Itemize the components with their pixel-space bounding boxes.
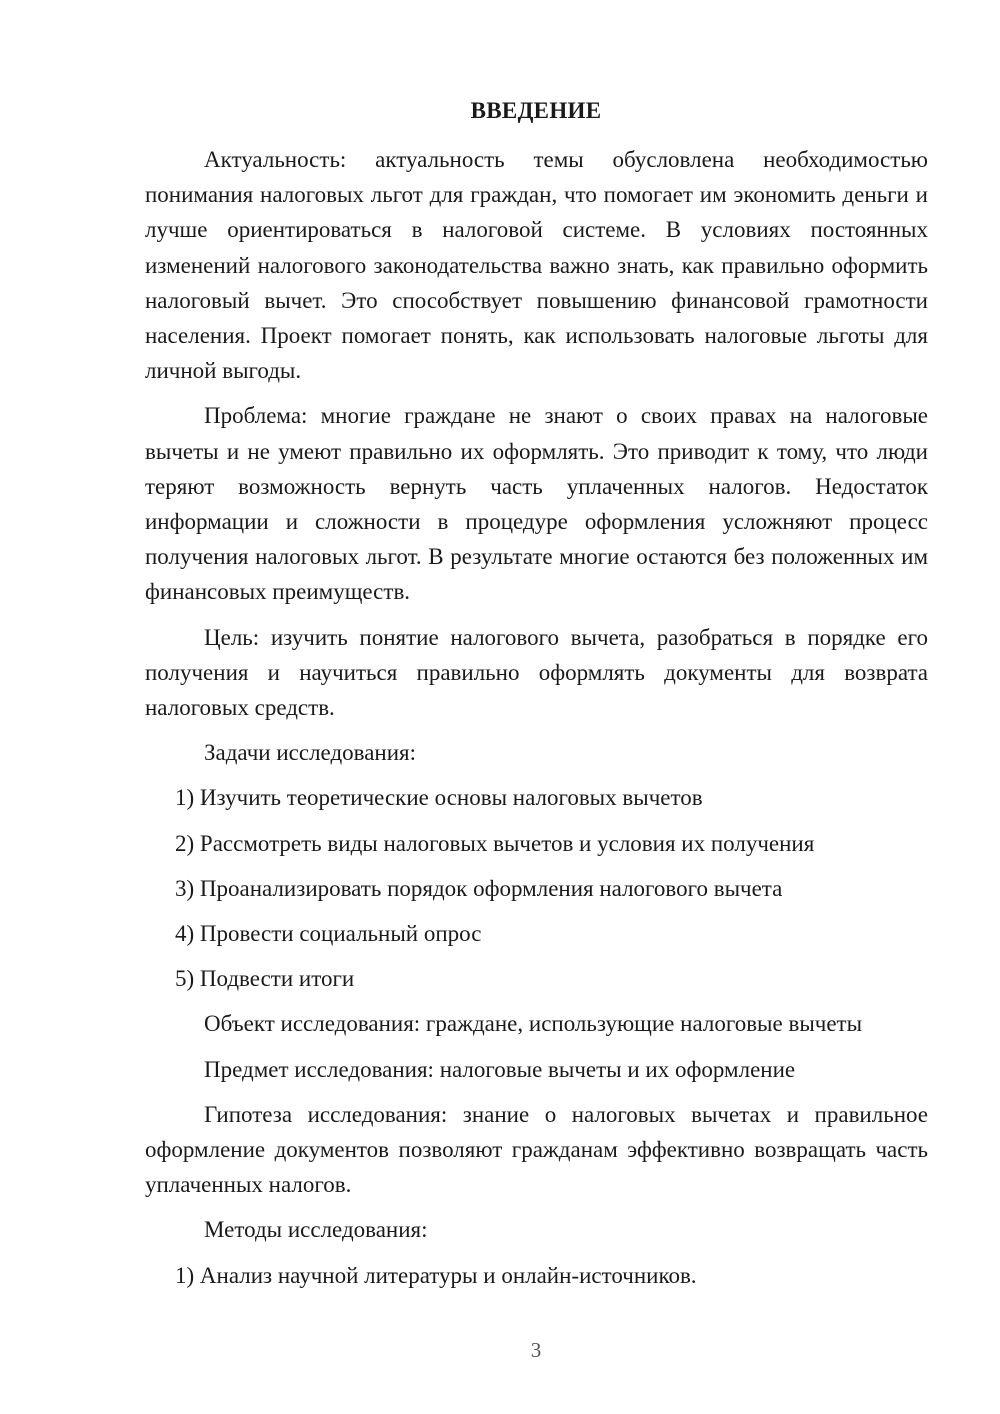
list-item: 5) Подвести итоги <box>175 966 355 992</box>
section-title: ВВЕДЕНИЕ <box>470 98 602 123</box>
document-body <box>145 142 928 1303</box>
list-item: 1) Изучить теоретические основы налоговых вычетов <box>175 785 703 811</box>
goal-paragraph: Цель: изучить понятие налогового вычета, разобраться в порядке его получения и научиться правильно оформлять документы для возврата налоговых средств. <box>145 624 928 721</box>
problem-paragraph: Проблема: многие граждане не знают о своих правах на налоговые вычеты и не умеют правильно их оформлять. Это приводит к тому, что люди теряют возможность вернуть часть уплаченных налогов. Недостаток информации и сложности в процедуре оформления усложняют процесс получения налоговых льгот. В результате многие остаются без положенных им финансовых преимуществ. <box>145 403 928 605</box>
list-item: 3) Проанализировать порядок оформления налогового вычета <box>175 875 783 901</box>
object-paragraph: Объект исследования: граждане, использующие налоговые вычеты <box>204 1011 863 1037</box>
list-item: 2) Рассмотреть виды налоговых вычетов и условия их получения <box>175 830 815 856</box>
tasks-list <box>145 780 928 996</box>
list-item: 4) Провести социальный опрос <box>175 921 482 947</box>
page-number: 3 <box>530 1338 542 1362</box>
list-item: 1) Анализ научной литературы и онлайн-источников. <box>175 1262 697 1288</box>
tasks-heading: Задачи исследования: <box>204 740 417 766</box>
relevance-paragraph: Актуальность: актуальность темы обусловлена необходимостью понимания налоговых льгот для граждан, что помогает им экономить деньги и лучше ориентироваться в налоговой системе. В условиях постоянных изменений налогового законодательства важно знать, как правильно оформить налоговый вычет. Это способствует повышению финансовой грамотности населения. Проект помогает понять, как использовать налоговые льготы для личной выгоды. <box>145 147 928 384</box>
hypothesis-paragraph: Гипотеза исследования: знание о налоговых вычетах и правильное оформление документов позволяют гражданам эффективно возвращать часть уплаченных налогов. <box>145 1101 928 1198</box>
methods-heading: Методы исследования: <box>204 1217 428 1243</box>
methods-list <box>145 1258 928 1293</box>
subject-paragraph: Предмет исследования: налоговые вычеты и их оформление <box>204 1056 796 1082</box>
